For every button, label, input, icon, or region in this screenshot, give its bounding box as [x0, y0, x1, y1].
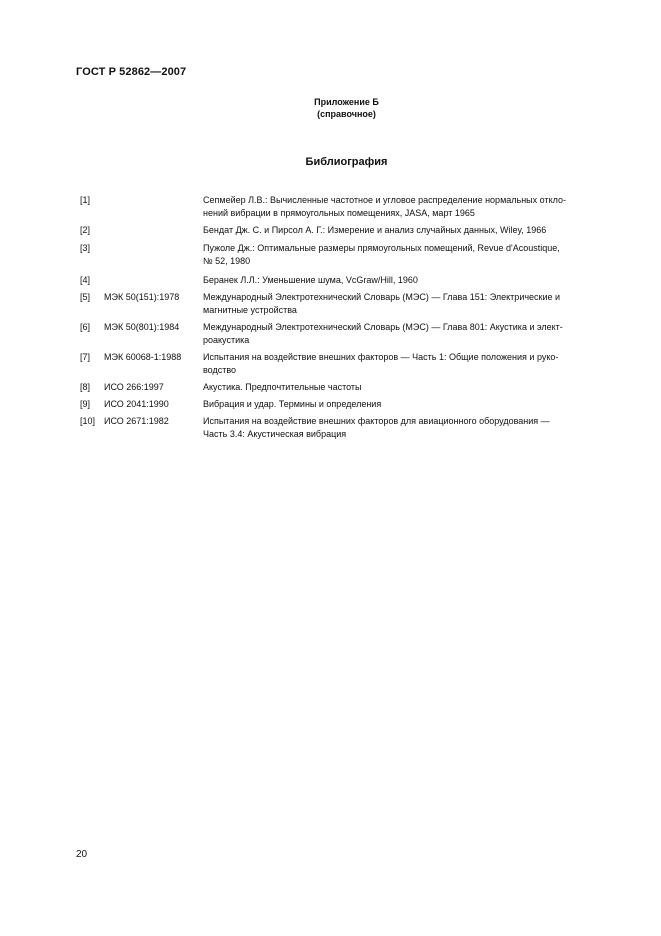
reference-code: ИСО 2041:1990	[104, 399, 169, 409]
reference-number: [6]	[80, 322, 91, 332]
reference-item	[80, 291, 614, 317]
reference-item	[80, 321, 614, 347]
reference-text: Пужоле Дж.: Оптимальные размеры прямоугольных помещений, Revue d'Acoustique, № 52, 1980	[203, 243, 560, 266]
reference-item	[80, 242, 614, 268]
appendix-subtitle: (справочное)	[317, 109, 376, 119]
reference-code: МЭК 50(801):1984	[104, 322, 180, 332]
reference-item	[80, 194, 614, 220]
reference-text: Акустика. Предпочтительные частоты	[203, 382, 362, 392]
reference-item	[80, 398, 614, 411]
reference-item	[80, 224, 614, 237]
reference-code: ИСО 2671:1982	[104, 416, 169, 426]
reference-text: Бендат Дж. С. и Пирсол А. Г.: Измерение и анализ случайных данных, Wiley, 1966	[203, 225, 547, 235]
reference-text: Международный Электротехнический Словарь (МЭС) — Глава 801: Акустика и элект- роакустика	[203, 322, 563, 345]
reference-number: [4]	[80, 275, 91, 285]
reference-item	[80, 381, 614, 394]
reference-item	[80, 274, 614, 287]
reference-item	[80, 415, 614, 441]
reference-text: Испытания на воздействие внешних факторов для авиационного оборудования — Часть 3.4: Акустическая вибрация	[203, 416, 550, 439]
appendix-title: Приложение Б	[314, 97, 379, 107]
reference-text: Международный Электротехнический Словарь (МЭС) — Глава 151: Электрические и магнитные устройства	[203, 292, 561, 315]
reference-text: Беранек Л.Л.: Уменьшение шума, VcGraw/Hill, 1960	[203, 275, 418, 285]
reference-number: [10]	[80, 416, 96, 426]
reference-number: [7]	[80, 352, 91, 362]
reference-number: [8]	[80, 382, 91, 392]
reference-text: Испытания на воздействие внешних факторов — Часть 1: Общие положения и руко- водство	[203, 352, 559, 375]
reference-text: Сепмейер Л.В.: Вычисленные частотное и угловое распределение нормальных откло- нений вибрации в прямоугольных помещениях, JASA, март 1965	[203, 195, 566, 218]
reference-code: МЭК 60068-1:1988	[104, 352, 182, 362]
reference-code: ИСО 266:1997	[104, 382, 164, 392]
reference-list	[80, 194, 614, 441]
page-number: 20	[76, 849, 88, 860]
reference-number: [2]	[80, 225, 91, 235]
reference-number: [5]	[80, 292, 91, 302]
document-header: ГОСТ Р 52862—2007	[76, 66, 187, 78]
reference-item	[80, 351, 614, 377]
reference-code: МЭК 50(151):1978	[104, 292, 180, 302]
reference-text: Вибрация и удар. Термины и определения	[203, 399, 382, 409]
bibliography-title: Библиография	[305, 156, 388, 168]
reference-number: [3]	[80, 243, 91, 253]
reference-number: [9]	[80, 399, 91, 409]
reference-number: [1]	[80, 195, 91, 205]
